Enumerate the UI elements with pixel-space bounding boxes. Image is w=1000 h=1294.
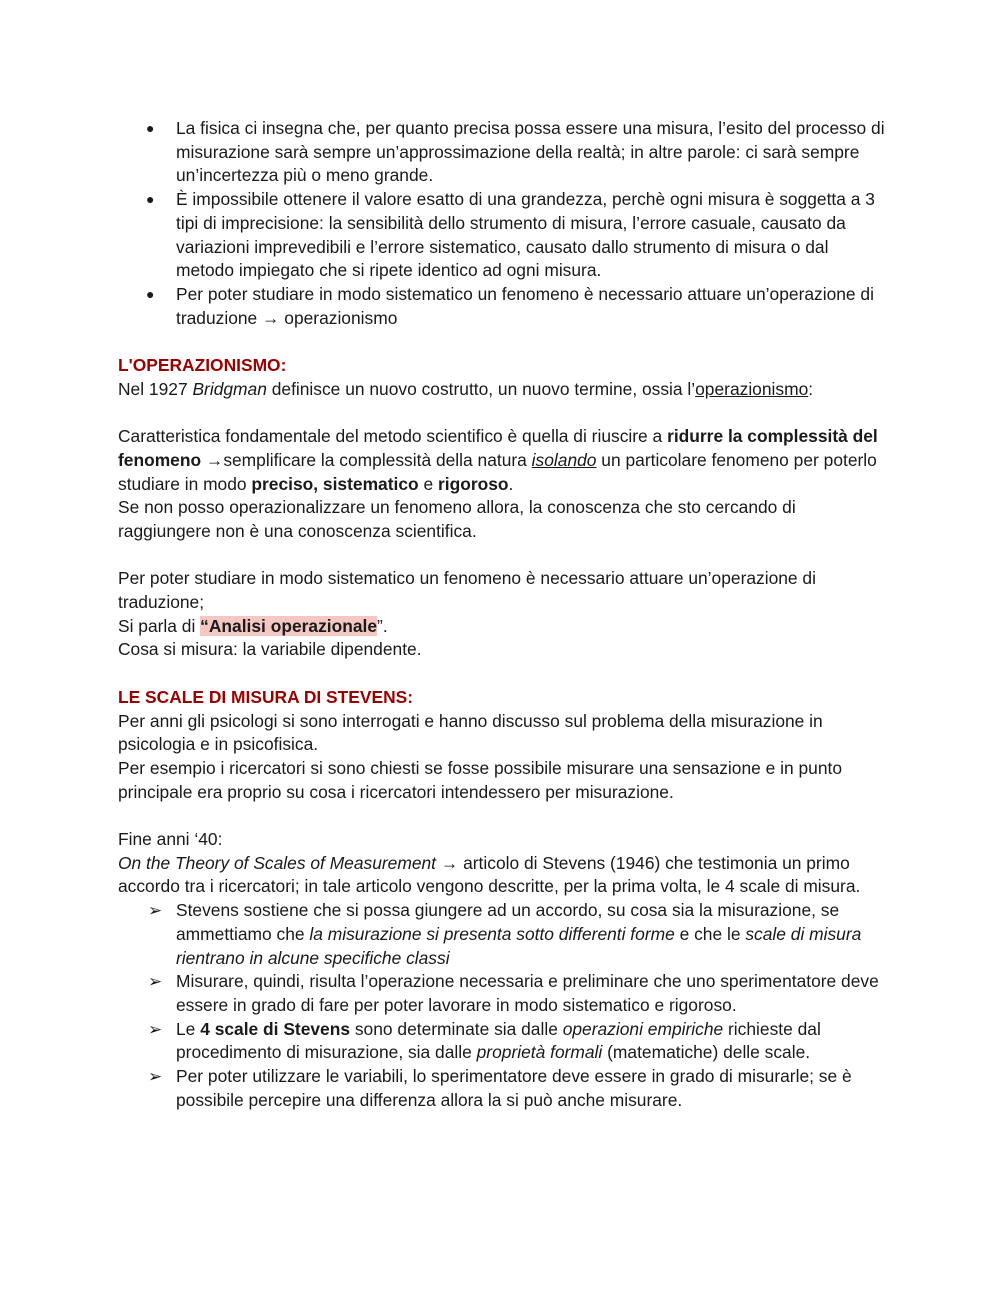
bullet-text: Per poter studiare in modo sistematico un fenomeno è necessario attuare un’operazione di traduzione → operazionismo — [176, 283, 874, 328]
list-item — [118, 970, 888, 1017]
text-run: richieste dal procedimento di misurazione, sia dalle — [176, 1018, 821, 1063]
bold-phrase: 4 scale di Stevens — [200, 1018, 351, 1039]
bullet-icon: ● — [146, 120, 155, 136]
text-run: definisce un nuovo costrutto, un nuovo termine, ossia l’ — [266, 378, 696, 399]
paragraph-operazionalizzare: Se non posso operazionalizzare un fenomeno allora, la conoscenza che sto cercando di raggiungere non è una conoscenza scientifica. — [118, 497, 796, 541]
bold-phrase: rigoroso — [437, 473, 509, 494]
text-run: e che le — [674, 923, 746, 944]
author-name: Bridgman — [192, 378, 267, 399]
bullet-text: È impossibile ottenere il valore esatto di una grandezza, perchè ogni misura è soggetta a 3 tipi di imprecisione: la sensibilità dello strumento di misura, l’errore casuale, causato da variazioni imprevedibili e l’errore sistematico, causato dallo strumento di misura o dal metodo impiegato che si ripete identico ad ogni misura. — [176, 189, 875, 281]
italic-phrase: la misurazione si presenta sotto differenti forme — [309, 923, 675, 944]
italic-phrase: proprietà formali — [476, 1042, 603, 1063]
text-run: Si parla di — [118, 615, 201, 636]
spacer — [118, 544, 888, 568]
text-run: . — [508, 473, 514, 494]
arrow-bullet-icon: ➢ — [148, 1019, 163, 1039]
bullet-icon: ● — [146, 191, 155, 208]
section-heading-stevens: LE SCALE DI MISURA DI STEVENS: — [118, 686, 414, 707]
underlined-term: operazionismo — [695, 378, 809, 399]
text-run: Misurare, quindi, risulta l’operazione necessaria e preliminare che uno sperimentatore deve essere in grado di fare per poter lavorare in modo sistematico e rigoroso. — [176, 971, 879, 1015]
paragraph-bridgman — [118, 378, 888, 402]
spacer — [118, 804, 888, 828]
arrow-bullet-icon: ➢ — [148, 1067, 163, 1087]
text-run: : — [808, 378, 814, 399]
spacer — [118, 330, 888, 354]
italic-phrase: scale di misura rientrano in alcune specifiche classi — [176, 923, 862, 968]
paragraph-caratteristica — [118, 425, 888, 496]
section-heading-operazionismo: L'OPERAZIONISMO: — [118, 355, 287, 376]
paragraph-traduzione: Per poter studiare in modo sistematico un fenomeno è necessario attuare un’operazione di traduzione; — [118, 568, 816, 613]
bold-phrase: preciso, sistematico — [251, 473, 419, 494]
list-item — [118, 117, 888, 188]
paragraph-fine-anni: Fine anni ‘40: — [118, 829, 223, 850]
paragraph-variabile: Cosa si misura: la variabile dipendente. — [118, 639, 422, 660]
spacer — [118, 662, 888, 686]
text-run: ”. — [377, 615, 388, 636]
list-item — [118, 188, 888, 283]
text-run: →semplificare la complessità della natura — [201, 449, 532, 470]
bullet-text: La fisica ci insegna che, per quanto precisa possa essere una misura, l’esito del processo di misurazione sarà sempre un’approssimazione della realtà; in altre parole: ci sarà sempre un’incertezza più o meno grande. — [176, 118, 885, 186]
paragraph-psicologi: Per anni gli psicologi si sono interrogati e hanno discusso sul problema della misurazione in psicologia e in psicofisica. — [118, 710, 823, 755]
article-title: On the Theory of Scales of Measurement — [118, 852, 437, 873]
bullet-icon: ● — [146, 285, 155, 302]
list-item — [118, 1018, 888, 1065]
italic-underlined-word: isolando — [531, 449, 597, 470]
page-content — [118, 117, 888, 1112]
text-run: Nel 1927 — [118, 378, 193, 399]
text-run: Stevens sostiene che si possa giungere ad un accordo, su cosa sia la misurazione, se ammettiamo che — [176, 900, 840, 944]
stevens-arrow-list — [118, 899, 888, 1112]
intro-bullet-list — [118, 117, 888, 330]
list-item — [118, 283, 888, 330]
paragraph-analisi — [118, 615, 888, 639]
list-item — [118, 899, 888, 970]
paragraph-ricercatori: Per esempio i ricercatori si sono chiesti se fosse possibile misurare una sensazione e in punto principale era proprio su cosa i ricercatori intendessero per misurazione. — [118, 757, 843, 802]
highlighted-term: “Analisi operazionale — [200, 615, 378, 636]
arrow-bullet-icon: ➢ — [148, 901, 163, 921]
bold-phrase: ridurre la complessità del fenomeno — [118, 426, 878, 470]
paragraph-articolo — [118, 852, 888, 899]
arrow-bullet-icon: ➢ — [148, 972, 163, 992]
list-item — [118, 1065, 888, 1112]
text-run: un particolare fenomeno per poterlo studiare in modo — [118, 449, 877, 494]
text-run: → articolo di Stevens (1946) che testimonia un primo accordo tra i ricercatori; in tale articolo vengono descritte, per la prima volta, le 4 scale di misura. — [118, 852, 861, 897]
text-run: Le — [176, 1018, 201, 1039]
text-run: e — [418, 473, 438, 494]
text-run: sono determinate sia dalle — [350, 1018, 563, 1039]
text-run: Per poter utilizzare le variabili, lo sperimentatore deve essere in grado di misurarle; se è possibile percepire una differenza allora la si può anche misurare. — [176, 1066, 852, 1110]
spacer — [118, 401, 888, 425]
text-run: (matematiche) delle scale. — [602, 1042, 811, 1063]
italic-phrase: operazioni empiriche — [562, 1018, 724, 1039]
text-run: Caratteristica fondamentale del metodo scientifico è quella di riuscire a — [118, 426, 668, 447]
